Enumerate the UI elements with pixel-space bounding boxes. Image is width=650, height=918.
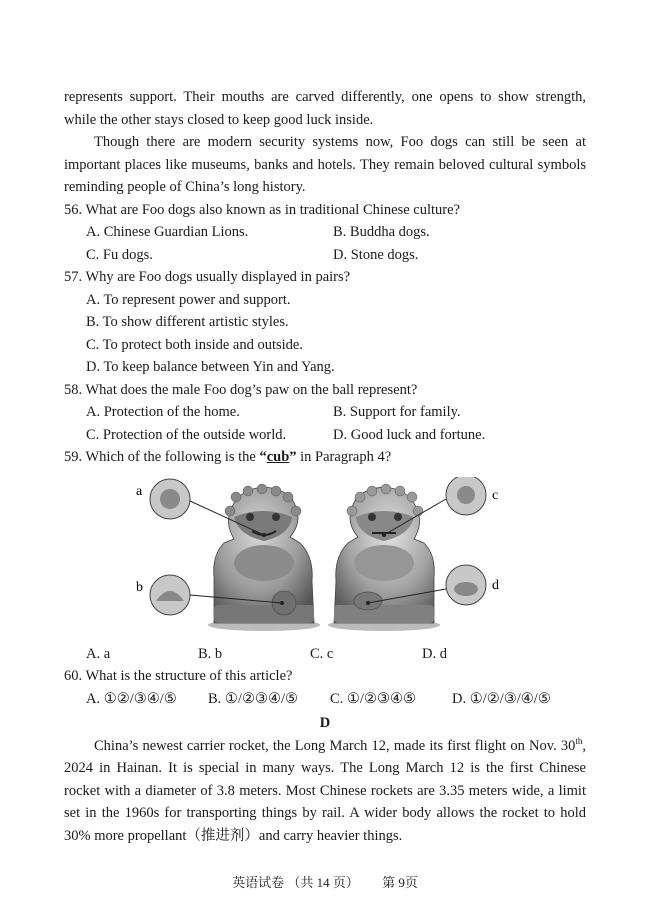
- paragraph-text: , 2024 in Hainan. It is special in many ways. The Long March 12 is the first Chinese rocket with a diameter of 3.8 meters. Most Chinese rockets are 3.35 meters wide, a limit set in the 1960s for transporting things by rail. A wider body allows the rocket to hold 30% more propellant（推进剂）and carry heavier things.: [64, 737, 586, 844]
- option-a: A. Protection of the home.: [86, 404, 240, 420]
- label-b: b: [136, 579, 143, 595]
- option-c: C. Fu dogs.: [86, 246, 153, 263]
- paragraph: represents support. Their mouths are carved differently, one opens to show strength, while the other stays closed to keep good luck inside.: [64, 89, 586, 128]
- question-59-options: [64, 643, 586, 666]
- quote-mark: ”: [289, 449, 297, 465]
- footer-exam-info: 英语试卷 （共 14 页）: [232, 875, 359, 890]
- foo-dog-pair-illustration: [64, 477, 586, 637]
- stem-text: 59. Which of the following is the: [64, 449, 260, 465]
- keyword-cub: cub: [266, 449, 290, 465]
- option-c: C. c: [310, 645, 334, 662]
- question-58-options: [64, 401, 586, 424]
- quote-mark: “: [259, 449, 267, 465]
- question-60-options: [64, 688, 586, 711]
- option-b: B. b: [198, 645, 223, 662]
- question-59-stem: [64, 446, 586, 469]
- question-56-options: [64, 221, 586, 244]
- right-foo-dog: [328, 484, 440, 631]
- option-a: A. To represent power and support.: [86, 291, 291, 308]
- question-57-stem: 57. Why are Foo dogs usually displayed in pairs?: [64, 269, 351, 285]
- question-56-stem: 56. What are Foo dogs also known as in traditional Chinese culture?: [64, 201, 460, 218]
- option-b: B. To show different artistic styles.: [86, 314, 289, 330]
- question-58-stem: 58. What does the male Foo dog’s paw on the ball represent?: [64, 381, 418, 398]
- option-a: A. a: [86, 645, 111, 662]
- stem-text: in Paragraph 4?: [296, 449, 392, 465]
- foo-dog-figure: [64, 477, 586, 637]
- superscript: th: [575, 735, 583, 746]
- label-a: a: [136, 483, 143, 499]
- option-c: C. To protect both inside and outside.: [86, 336, 303, 353]
- option-a: A. Chinese Guardian Lions.: [86, 224, 249, 240]
- label-d: d: [492, 577, 499, 593]
- option-d: D. ①/②/③/④/⑤: [452, 690, 551, 707]
- question-58-options: [64, 424, 586, 447]
- option-c: C. ①/②③④⑤: [330, 690, 416, 707]
- option-b: B. Support for family.: [333, 404, 461, 420]
- option-d: D. Good luck and fortune.: [333, 426, 486, 443]
- option-b: B. Buddha dogs.: [333, 224, 430, 240]
- section-heading-d: D: [319, 715, 331, 731]
- option-c: C. Protection of the outside world.: [86, 426, 287, 443]
- question-60-stem: 60. What is the structure of this article?: [64, 668, 293, 684]
- left-foo-dog: [208, 484, 320, 631]
- page-footer: [0, 872, 650, 891]
- question-56-options: [64, 244, 586, 267]
- paragraph-text: China’s newest carrier rocket, the Long March 12, made its first flight on Nov. 30: [94, 737, 576, 754]
- paragraph: [64, 735, 586, 848]
- footer-page-number: 第 9页: [382, 875, 418, 890]
- label-c: c: [492, 487, 499, 503]
- option-d: D. d: [422, 645, 447, 662]
- paragraph: Though there are modern security systems now, Foo dogs can still be seen at important places like museums, banks and hotels. They remain beloved cultural symbols reminding people of China’s long history.: [64, 134, 586, 195]
- option-d: D. To keep balance between Yin and Yang.: [86, 359, 335, 375]
- option-a: A. ①②/③④/⑤: [86, 690, 177, 707]
- page-content: [64, 86, 586, 847]
- option-d: D. Stone dogs.: [333, 246, 419, 263]
- option-b: B. ①/②③④/⑤: [208, 690, 298, 707]
